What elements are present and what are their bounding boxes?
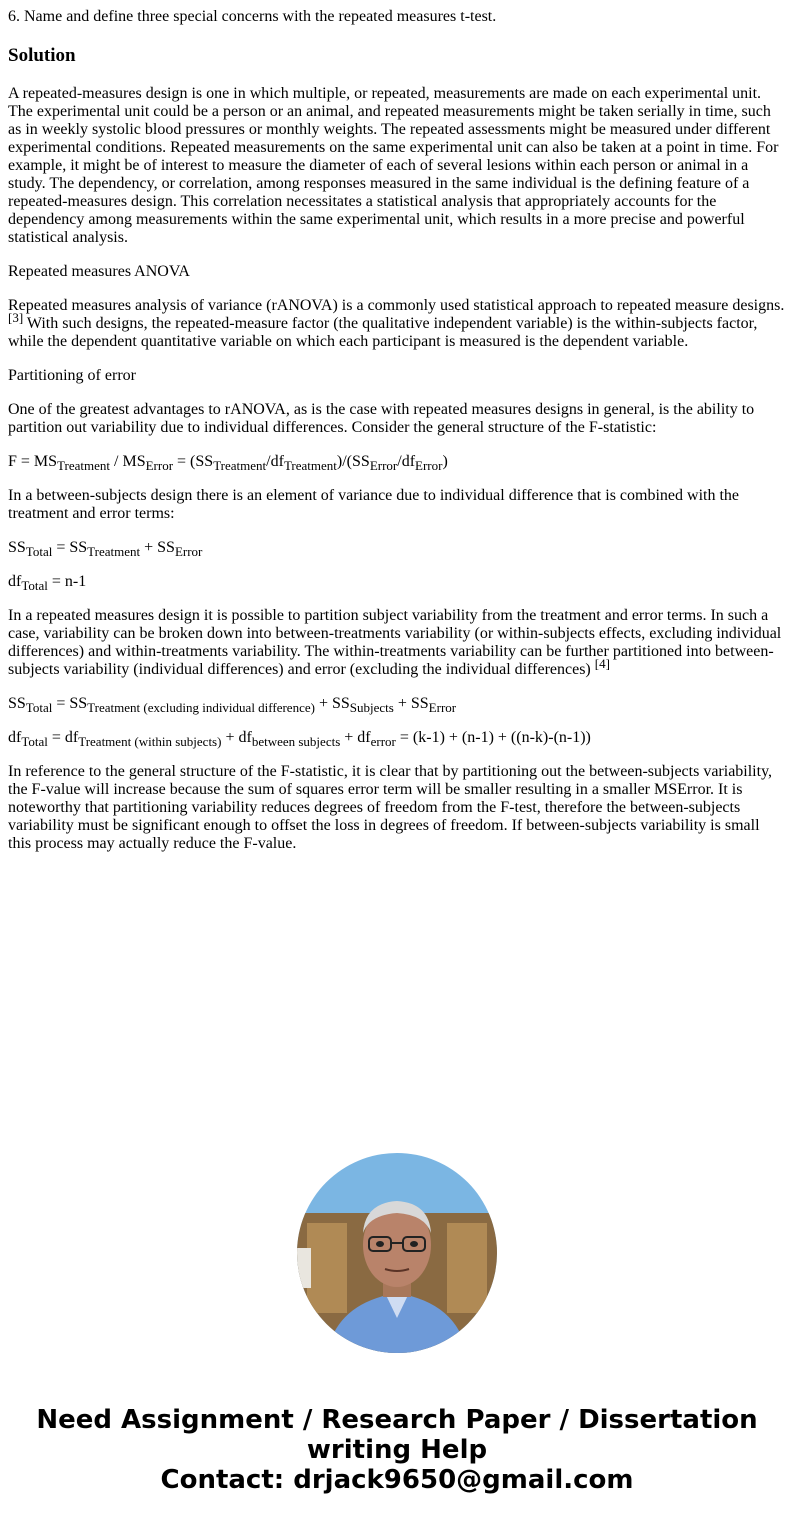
section-heading-anova: Repeated measures ANOVA <box>8 263 190 280</box>
anova-text-b: With such designs, the repeated-measure factor (the qualitative independent variable) is the within-subjects factor, while the dependent quantitative variable on which each participant is measured is the dependent variable. <box>8 315 758 350</box>
citation-3: [3] <box>8 310 24 325</box>
solution-heading: Solution <box>8 45 76 66</box>
section-heading-partitioning: Partitioning of error <box>8 367 136 384</box>
conclusion-paragraph: In reference to the general structure of the F-statistic, it is clear that by partitioning out the between-subjects variability, the F-value will increase because the sum of squares error term will be smaller resulting in a smaller MSError. It is noteworthy that partitioning variability reduces degrees of freedom from the F-test, therefore the between-subjects variability must be significant enough to offset the loss in degrees of freedom. If between-subjects variability is small this process may actually reduce the F-value. <box>8 763 773 852</box>
article <box>8 8 786 869</box>
promo-banner <box>0 1405 794 1495</box>
promo-contact: Contact: drjack9650@gmail.com <box>160 1465 634 1495</box>
question-text: 6. Name and define three special concerns with the repeated measures t-test. <box>8 8 497 25</box>
repeated-design-paragraph: In a repeated measures design it is possible to partition subject variability from the treatment and error terms. In such a case, variability can be broken down into between-treatments variability (or within-subjects effects, excluding individual differences) and within-treatments variability. The within-treatments variability can be further partitioned into between-subjects variability (individual differences) and error (excluding the individual differences) [4] <box>8 607 782 678</box>
intro-paragraph: A repeated-measures design is one in which multiple, or repeated, measurements are made on each experimental unit. The experimental unit could be a person or an animal, and repeated measurements might be taken serially in time, such as in weekly systolic blood pressures or monthly weights. The repeated assessments might be measured under different experimental conditions. Repeated measurements on the same experimental unit can also be taken at a point in time. For example, it might be of interest to measure the diameter of each of several lesions within each person or animal in a study. The dependency, or correlation, among responses measured in the same individual is the defining feature of a repeated-measures design. This correlation necessitates a statistical analysis that appropriately accounts for the dependency among measurements within the same experimental unit, which results in a more precise and powerful statistical analysis. <box>8 85 779 246</box>
ss-total-formula: $SS_{Total} = SS_{Treatment} + SS_{Error}$ <box>8 539 203 559</box>
ss-partition-formula: $SS_{Total} = SS_{Treatment (excluding individual difference)} + SS_{Subjects} + SS_{Error}$ <box>8 695 457 715</box>
author-avatar <box>297 1153 497 1353</box>
between-subjects-paragraph: In a between-subjects design there is an element of variance due to individual difference that is combined with the treatment and error terms: <box>8 487 740 522</box>
citation-4: [4] <box>594 656 610 671</box>
avatar-portrait <box>297 1153 497 1353</box>
f-statistic-formula: $F = MS_{Treatment} / MS_{Error} = (SS_{Treatment}/df_{Treatment})/(SS_{Error}/df_{Error})$ <box>8 453 448 473</box>
partition-paragraph: One of the greatest advantages to rANOVA, as is the case with repeated measures designs in general, is the ability to partition out variability due to individual differences. Consider the general structure of the F-statistic: <box>8 401 755 436</box>
promo-line-1: Need Assignment / Research Paper / Dissertation <box>36 1405 758 1435</box>
anova-paragraph <box>8 297 786 351</box>
df-total-formula: $df_{Total} = n-1$ <box>8 573 87 593</box>
promo-line-2: writing Help <box>306 1435 488 1465</box>
df-partition-formula: $df_{Total} = df_{Treatment (within subjects)} + df_{between subjects} + df_{error} = (k-1) + (n-1) + ((n-k)-(n-1))$ <box>8 729 591 749</box>
anova-text-a: Repeated measures analysis of variance (rANOVA) is a commonly used statistical approach to repeated measure designs. <box>8 297 785 314</box>
